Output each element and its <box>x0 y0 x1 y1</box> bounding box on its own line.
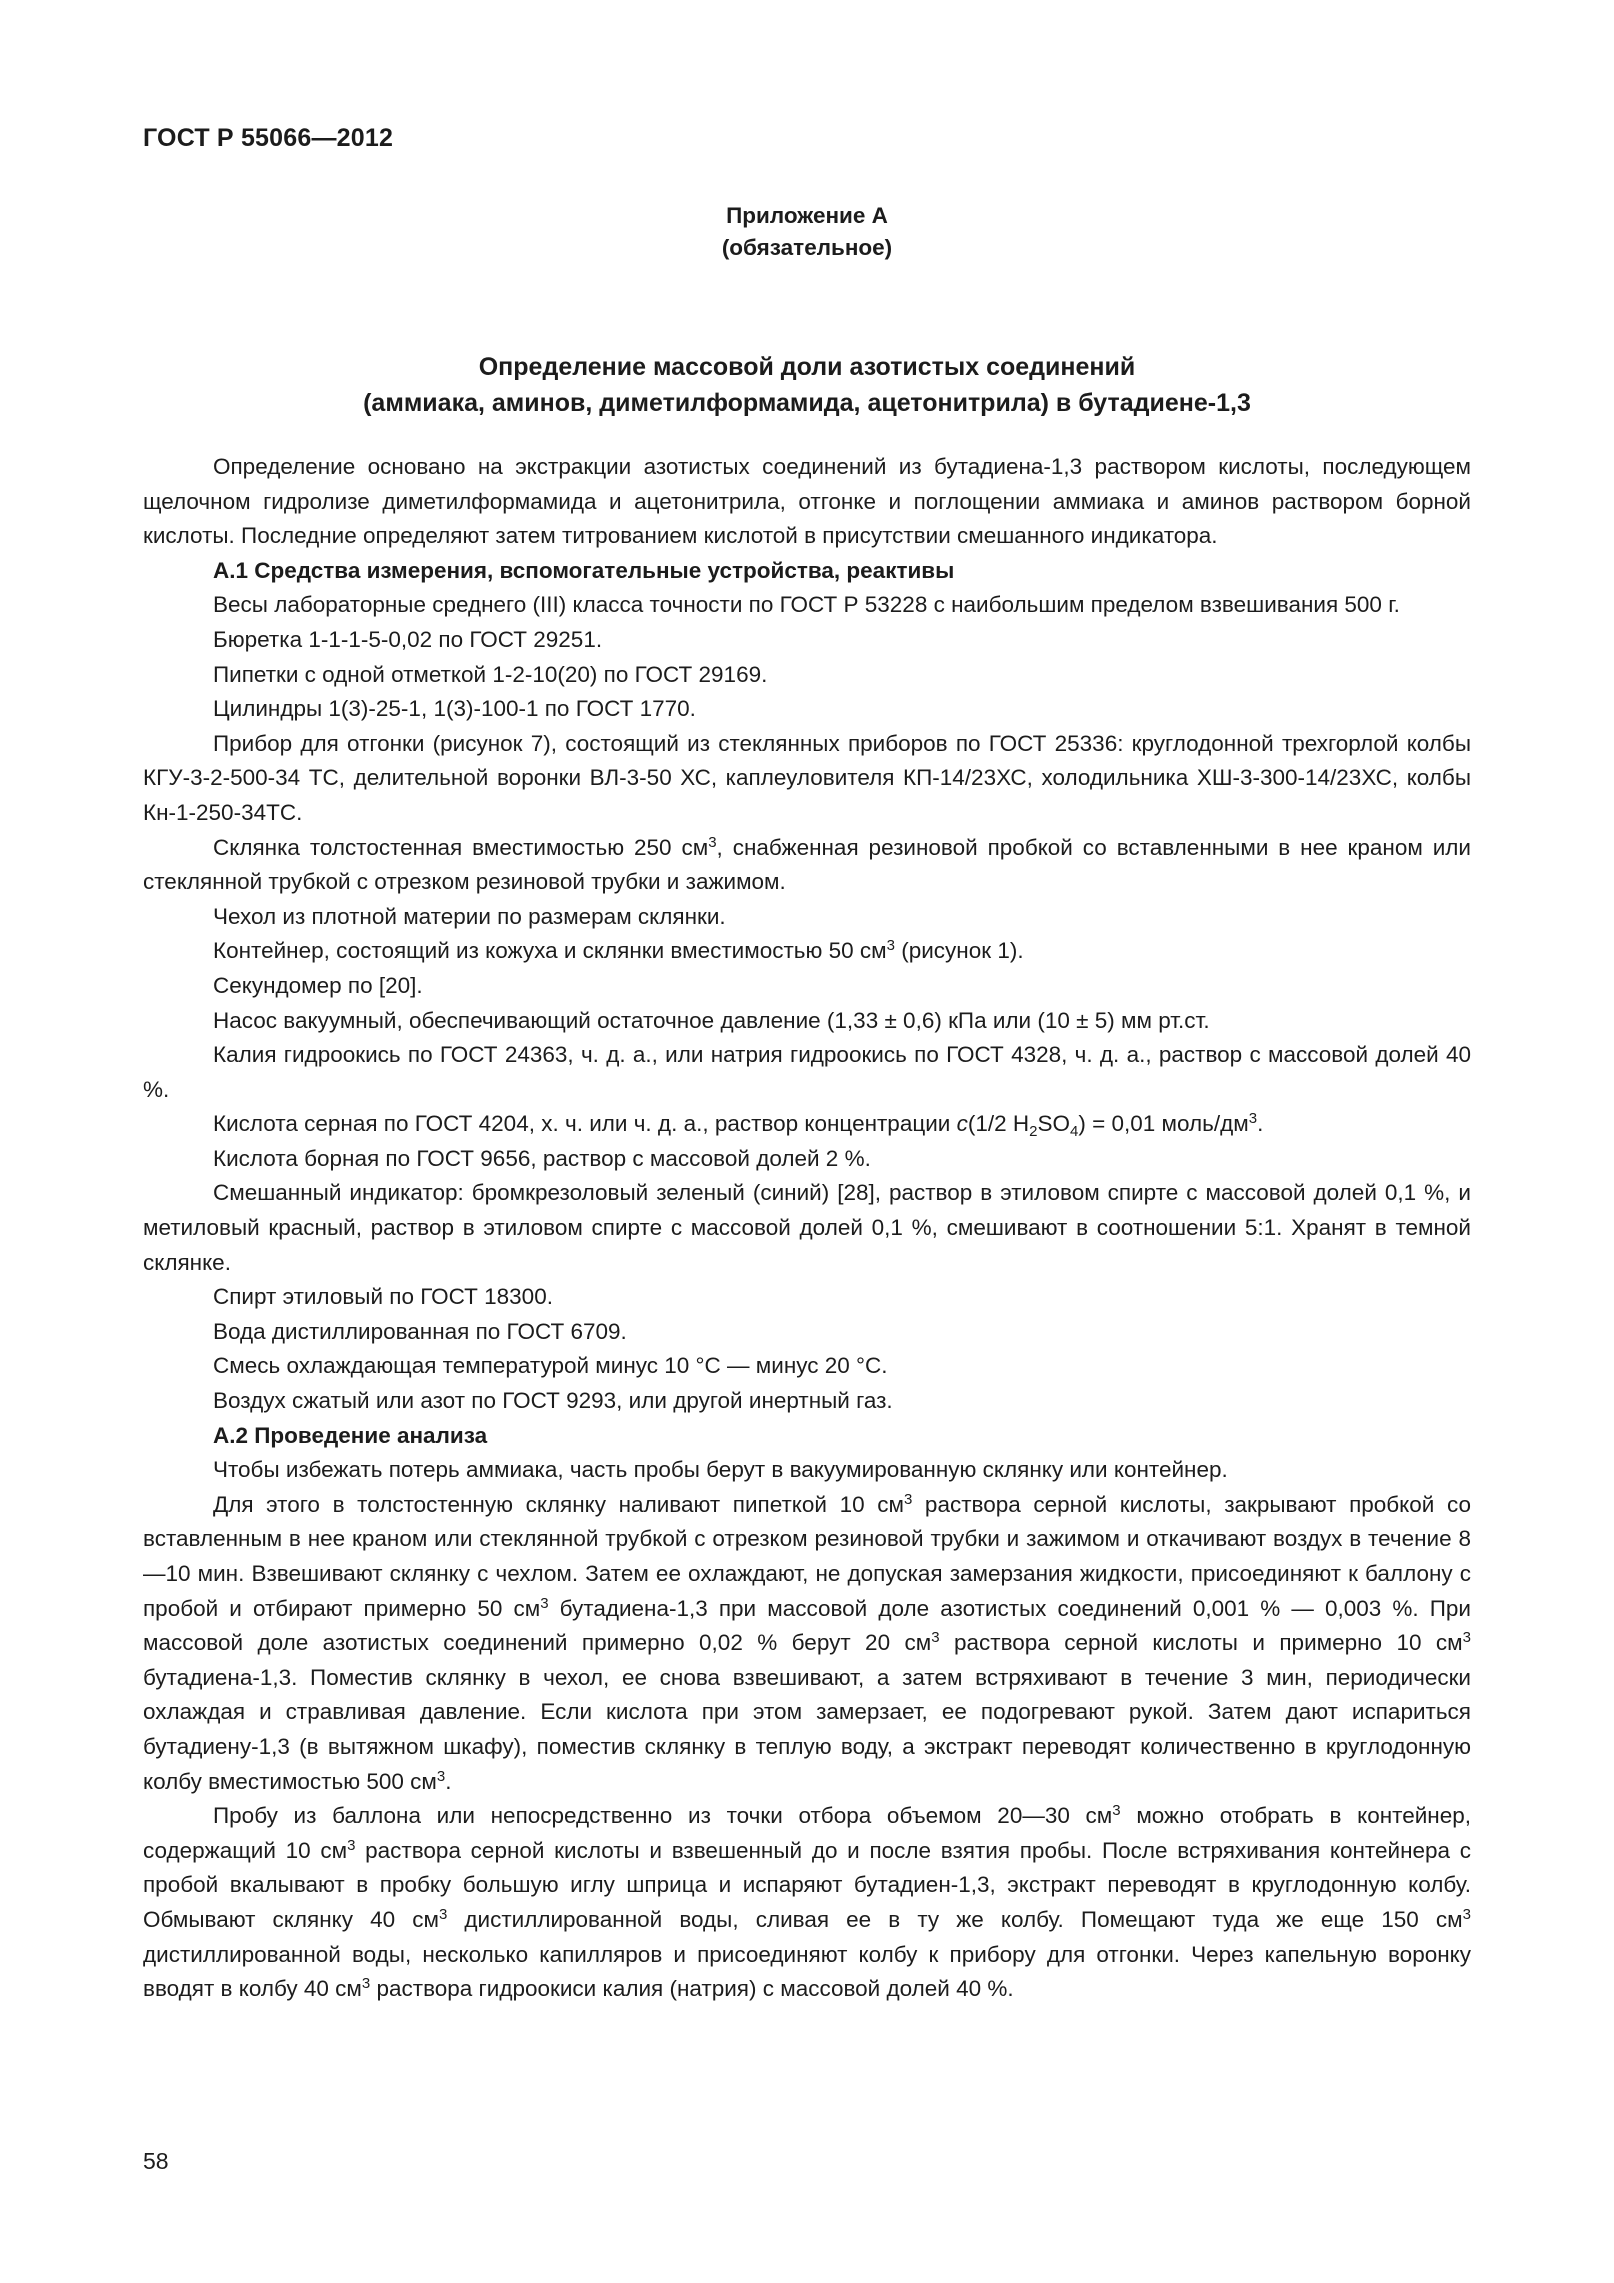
item-container: Контейнер, состоящий из кожуха и склянки вместимостью 50 $см^3$ (рисунок 1). <box>213 937 1024 964</box>
analysis-paragraph-2: Для этого в толстостенную склянку наливают пипеткой 10 $см^3$ раствора серной кислоты, закрывают пробкой со вставленным в нее краном или стеклянной трубкой с отрезком резиновой трубки и зажимом и откачивают воздух в течение 8—10 мин. Взвешивают склянку с чехлом. Затем ее охлаждают, не допуская замерзания жидкости, присоединяют к баллону с пробой и отбирают примерно 50 $см^3$ бутадиена-1,3 при массовой доле азотистых соединений 0,001 % — 0,003 %. При массовой доле азотистых соединений примерно 0,02 % берут 20 $см^3$ раствора серной кислоты и примерно 10 $см^3$ бутадиена-1,3. Поместив склянку в чехол, ее снова взвешивают, а затем встряхивают в течение 3 мин, периодически охлаждая и стравливая давление. Если кислота при этом замерзает, ее подогревают рукой. Затем дают испариться бутадиену-1,3 (в вытяжном шкафу), поместив склянку в теплую воду, а экстракт переводят количественно в круглодонную колбу вместимостью 500 $см^3$. <box>143 1490 1471 1794</box>
item-cooling-mixture: Смесь охлаждающая температурой минус 10 °С — минус 20 °С. <box>213 1353 888 1379</box>
analysis-paragraph-1: Чтобы избежать потерь аммиака, часть пробы берут в вакуумированную склянку или контейнер. <box>213 1457 1228 1483</box>
appendix-label: Приложение А <box>726 203 888 228</box>
page-number: 58 <box>143 2148 169 2174</box>
item-distill-apparatus: Прибор для отгонки (рисунок 7), состоящий из стеклянных приборов по ГОСТ 25336: круглодонной трехгорлой колбы КГУ-3-2-500-34 ТС, делительной воронки ВЛ-3-50 ХС, каплеуловителя КП-14/23ХС, холодильника ХШ-3-300-14/23ХС, колбы Кн-1-250-34ТС. <box>143 730 1471 825</box>
standard-number-header: ГОСТ Р 55066—2012 <box>143 124 394 152</box>
item-stopwatch: Секундомер по [20]. <box>213 972 423 998</box>
intro-paragraph: Определение основано на экстракции азотистых соединений из бутадиена-1,3 раствором кислоты, последующем щелочном гидролизе диметилформамида и ацетонитрила, отгонке и поглощении аммиака и аминов раствором борной кислоты. Последние определяют затем титрованием кислотой в присутствии смешанного индикатора. <box>143 454 1471 549</box>
item-boric-acid: Кислота борная по ГОСТ 9656, раствор с массовой долей 2 %. <box>213 1145 871 1171</box>
title-line-2: (аммиака, аминов, диметилформамида, ацетонитрила) в бутадиене-1,3 <box>363 389 1251 417</box>
item-burette: Бюретка 1-1-1-5-0,02 по ГОСТ 29251. <box>213 626 603 652</box>
item-mixed-indicator: Смешанный индикатор: бромкрезоловый зеленый (синий) [28], раствор в этиловом спирте с массовой долей 0,1 %, и метиловый красный, раствор в этиловом спирте с массовой долей 0,1 %, смешивают в соотношении 5:1. Хранят в темной склянке. <box>143 1180 1471 1275</box>
appendix-status: (обязательное) <box>721 235 893 260</box>
item-flask: Склянка толстостенная вместимостью 250 $см^3$, снабженная резиновой пробкой со вставленными в нее краном или стеклянной трубкой с отрезком резиновой трубки и зажимом. <box>143 833 1471 895</box>
item-sulfuric-acid: Кислота серная по ГОСТ 4204, х. ч. или ч. д. а., раствор концентрации c(1/2 $H_2SO_4) = 0,01$ моль/$дм^3$. <box>213 1110 1264 1141</box>
item-hydroxide: Калия гидроокись по ГОСТ 24363, ч. д. а., или натрия гидроокись по ГОСТ 4328, ч. д. а., раствор с массовой долей 40 %. <box>143 1042 1471 1102</box>
item-scales: Весы лабораторные среднего (III) класса точности по ГОСТ Р 53228 с наибольшим пределом взвешивания 500 г. <box>213 592 1400 618</box>
item-vacuum-pump: Насос вакуумный, обеспечивающий остаточное давление (1,33 ± 0,6) кПа или (10 ± 5) мм рт.ст. <box>213 1007 1210 1033</box>
section-a2-heading: А.2 Проведение анализа <box>213 1422 488 1448</box>
appendix-heading <box>0 200 1614 264</box>
title-line-1: Определение массовой доли азотистых соединений <box>478 353 1136 381</box>
document-body <box>143 450 1471 2007</box>
item-ethanol: Спирт этиловый по ГОСТ 18300. <box>213 1284 553 1310</box>
item-cylinders: Цилиндры 1(3)-25-1, 1(3)-100-1 по ГОСТ 1770. <box>213 696 696 722</box>
section-a1-heading: А.1 Средства измерения, вспомогательные устройства, реактивы <box>213 557 955 583</box>
analysis-paragraph-3: Пробу из баллона или непосредственно из точки отбора объемом 20—30 $см^3$ можно отобрать в контейнер, содержащий 10 $см^3$ раствора серной кислоты и взвешенный до и после взятия пробы. После встряхивания контейнера с пробой вкалывают в пробку большую иглу шприца и испаряют бутадиен-1,3, экстракт переводят в круглодонную колбу. Обмывают склянку 40 $см^3$ дистиллированной воды, сливая ее в ту же колбу. Помещают туда же еще 150 $см^3$ дистиллированной воды, несколько капилляров и присоединяют колбу к прибору для отгонки. Через капельную воронку вводят в колбу 40 $см^3$ раствора гидроокиси калия (натрия) с массовой долей 40 %. <box>143 1802 1471 2002</box>
item-compressed-gas: Воздух сжатый или азот по ГОСТ 9293, или другой инертный газ. <box>213 1388 893 1414</box>
appendix-title <box>143 349 1471 421</box>
item-pipettes: Пипетки с одной отметкой 1-2-10(20) по ГОСТ 29169. <box>213 661 768 687</box>
item-cover: Чехол из плотной материи по размерам склянки. <box>213 903 726 929</box>
item-distilled-water: Вода дистиллированная по ГОСТ 6709. <box>213 1318 627 1344</box>
